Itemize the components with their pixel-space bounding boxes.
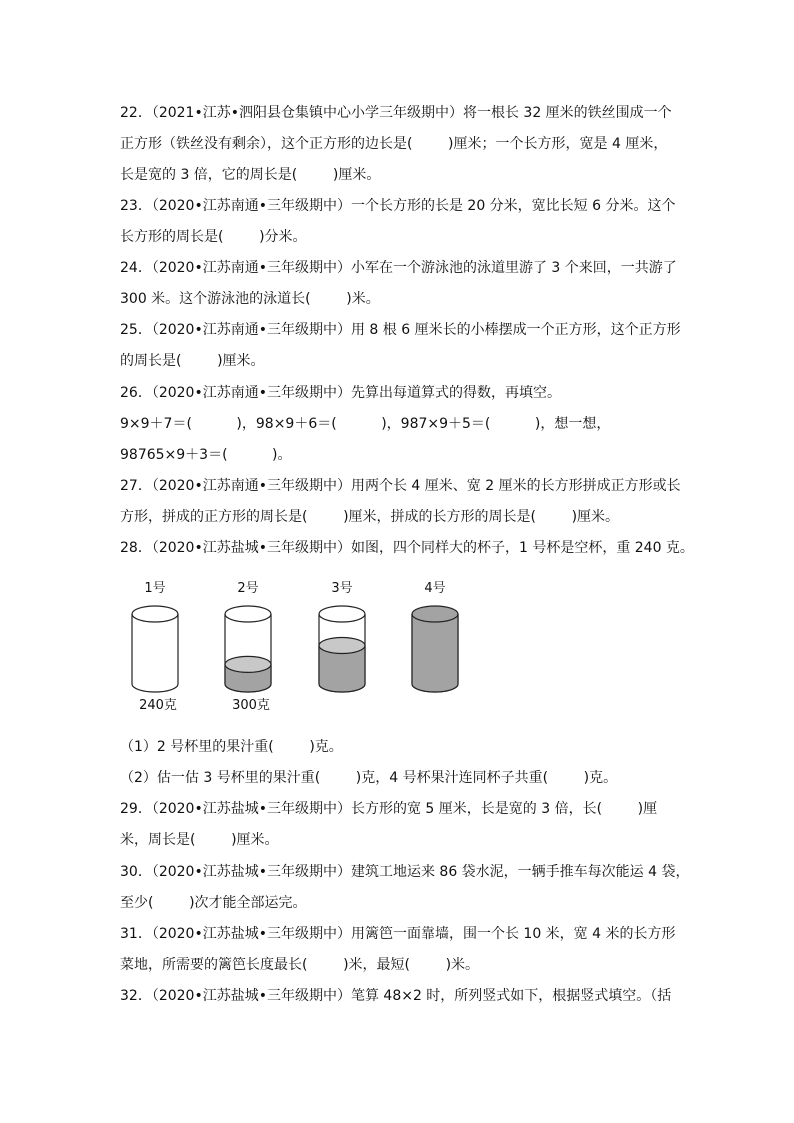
cup-1-rim <box>132 606 178 622</box>
q27-line1: 27．（2020•江苏南通•三年级期中）用两个长 4 厘米、宽 2 厘米的长方形拼成正方形或长 <box>120 478 681 494</box>
q28-line1: 28．（2020•江苏盐城•三年级期中）如图，四个同样大的杯子，1 号杯是空杯，重 240 克。 <box>120 540 694 556</box>
cup-1-label: 1号 <box>144 581 166 596</box>
q24-line1: 24．（2020•江苏南通•三年级期中）小军在一个游泳池的泳道里游了 3 个来回，一共游了 <box>120 260 677 276</box>
q29-line1: 29．（2020•江苏盐城•三年级期中）长方形的宽 5 厘米，长是宽的 3 倍，长( )厘 <box>120 801 658 817</box>
cups-figure <box>110 576 510 716</box>
q25-line2: 的周长是( )厘米。 <box>120 353 265 369</box>
cup-4-juice <box>412 614 458 692</box>
cup-4-label: 4号 <box>424 581 446 596</box>
cup-3-juice-surface <box>319 638 365 654</box>
q22-line3: 长是宽的 3 倍，它的周长是( )厘米。 <box>120 167 381 183</box>
q28-part2: （2）估一估 3 号杯里的果汁重( )克，4 号杯果汁连同杯子共重( )克。 <box>120 770 618 786</box>
cup-3-rim <box>319 606 365 622</box>
q32-line1: 32．（2020•江苏盐城•三年级期中）笔算 48×2 时，所列竖式如下，根据竖式填空。（括 <box>120 988 672 1004</box>
cup-1-body <box>132 614 178 692</box>
q22-line2: 正方形（铁丝没有剩余），这个正方形的边长是( )厘米；一个长方形，宽是 4 厘米， <box>120 136 668 152</box>
cup-2-weight: 300克 <box>232 698 270 713</box>
q26-line3: 98765×9＋3＝( )。 <box>120 447 292 463</box>
q30-line1: 30．（2020•江苏盐城•三年级期中）建筑工地运来 86 袋水泥，一辆手推车每次能运 4 袋， <box>120 864 690 880</box>
cup-4-rim <box>412 606 458 622</box>
q24-line2: 300 米。这个游泳池的泳道长( )米。 <box>120 291 380 307</box>
cup-1-weight: 240克 <box>139 698 177 713</box>
q25-line1: 25．（2020•江苏南通•三年级期中）用 8 根 6 厘米长的小棒摆成一个正方形，这个正方形 <box>120 322 681 338</box>
q27-line2: 方形，拼成的正方形的周长是( )厘米，拼成的长方形的周长是( )厘米。 <box>120 509 620 525</box>
cup-2-rim <box>225 606 271 622</box>
q23-line2: 长方形的周长是( )分米。 <box>120 229 307 245</box>
q26-line2: 9×9＋7＝( )，98×9＋6＝( )，987×9＋5＝( )，想一想， <box>120 416 611 432</box>
q28-part1: （1）2 号杯里的果汁重( )克。 <box>120 739 343 755</box>
q31-line2: 菜地，所需要的篱笆长度最长( )米，最短( )米。 <box>120 957 480 973</box>
q31-line1: 31．（2020•江苏盐城•三年级期中）用篱笆一面靠墙，围一个长 10 米，宽 4 米的长方形 <box>120 926 676 942</box>
q29-line2: 米，周长是( )厘米。 <box>120 832 279 848</box>
q26-line1: 26．（2020•江苏南通•三年级期中）先算出每道算式的得数，再填空。 <box>120 385 561 401</box>
cup-2-label: 2号 <box>237 581 259 596</box>
cup-3-label: 3号 <box>331 581 353 596</box>
q30-line2: 至少( )次才能全部运完。 <box>120 895 307 911</box>
q23-line1: 23．（2020•江苏南通•三年级期中）一个长方形的长是 20 分米，宽比长短 6 分米。这个 <box>120 198 676 214</box>
cup-2-juice-surface <box>225 656 271 672</box>
q22-line1: 22．（2021•江苏•泗阳县仓集镇中心小学三年级期中）将一根长 32 厘米的铁丝围成一个 <box>120 105 672 121</box>
